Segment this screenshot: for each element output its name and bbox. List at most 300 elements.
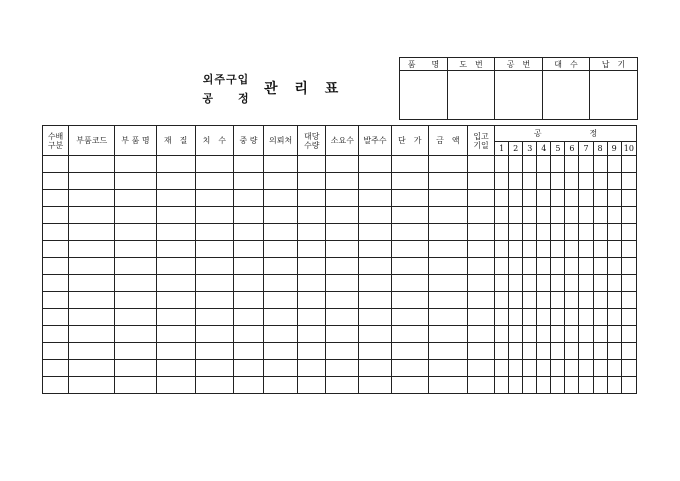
table-cell[interactable] <box>467 343 494 360</box>
table-cell[interactable] <box>326 173 359 190</box>
table-cell[interactable] <box>43 241 69 258</box>
table-cell[interactable] <box>537 360 551 377</box>
table-cell[interactable] <box>326 377 359 394</box>
table-cell[interactable] <box>495 207 509 224</box>
table-cell[interactable] <box>428 173 467 190</box>
table-cell[interactable] <box>621 241 636 258</box>
table-cell[interactable] <box>69 207 115 224</box>
table-cell[interactable] <box>233 360 263 377</box>
table-cell[interactable] <box>298 190 326 207</box>
table-cell[interactable] <box>115 309 156 326</box>
table-cell[interactable] <box>551 207 565 224</box>
table-cell[interactable] <box>523 258 537 275</box>
table-cell[interactable] <box>359 173 391 190</box>
table-cell[interactable] <box>43 258 69 275</box>
table-cell[interactable] <box>523 275 537 292</box>
table-cell[interactable] <box>621 173 636 190</box>
table-cell[interactable] <box>359 241 391 258</box>
table-cell[interactable] <box>298 309 326 326</box>
table-cell[interactable] <box>326 309 359 326</box>
table-cell[interactable] <box>156 156 195 173</box>
table-cell[interactable] <box>523 207 537 224</box>
table-cell[interactable] <box>326 275 359 292</box>
table-cell[interactable] <box>621 275 636 292</box>
table-cell[interactable] <box>579 190 593 207</box>
table-cell[interactable] <box>195 156 233 173</box>
table-cell[interactable] <box>115 326 156 343</box>
table-cell[interactable] <box>233 309 263 326</box>
table-cell[interactable] <box>579 173 593 190</box>
table-cell[interactable] <box>391 343 428 360</box>
table-cell[interactable] <box>391 360 428 377</box>
table-cell[interactable] <box>537 241 551 258</box>
table-cell[interactable] <box>428 190 467 207</box>
table-cell[interactable] <box>195 207 233 224</box>
table-cell[interactable] <box>156 309 195 326</box>
table-cell[interactable] <box>43 190 69 207</box>
table-cell[interactable] <box>537 258 551 275</box>
table-cell[interactable] <box>326 292 359 309</box>
table-cell[interactable] <box>467 241 494 258</box>
table-cell[interactable] <box>195 190 233 207</box>
table-cell[interactable] <box>428 207 467 224</box>
table-cell[interactable] <box>607 156 621 173</box>
table-cell[interactable] <box>359 275 391 292</box>
table-cell[interactable] <box>298 156 326 173</box>
table-cell[interactable] <box>579 292 593 309</box>
table-cell[interactable] <box>551 275 565 292</box>
table-cell[interactable] <box>607 241 621 258</box>
table-cell[interactable] <box>467 377 494 394</box>
table-cell[interactable] <box>593 190 607 207</box>
table-cell[interactable] <box>43 275 69 292</box>
table-cell[interactable] <box>579 326 593 343</box>
table-cell[interactable] <box>156 292 195 309</box>
table-cell[interactable] <box>509 275 523 292</box>
table-cell[interactable] <box>565 190 579 207</box>
table-cell[interactable] <box>607 377 621 394</box>
table-cell[interactable] <box>607 292 621 309</box>
table-cell[interactable] <box>537 190 551 207</box>
table-cell[interactable] <box>69 360 115 377</box>
table-cell[interactable] <box>621 224 636 241</box>
table-cell[interactable] <box>579 258 593 275</box>
table-cell[interactable] <box>523 377 537 394</box>
table-cell[interactable] <box>264 258 298 275</box>
table-cell[interactable] <box>428 360 467 377</box>
table-cell[interactable] <box>69 275 115 292</box>
table-cell[interactable] <box>565 173 579 190</box>
table-cell[interactable] <box>298 326 326 343</box>
table-cell[interactable] <box>509 343 523 360</box>
table-cell[interactable] <box>428 224 467 241</box>
table-cell[interactable] <box>565 360 579 377</box>
table-cell[interactable] <box>593 224 607 241</box>
table-cell[interactable] <box>359 292 391 309</box>
table-cell[interactable] <box>523 326 537 343</box>
table-cell[interactable] <box>593 343 607 360</box>
table-cell[interactable] <box>565 377 579 394</box>
table-cell[interactable] <box>565 343 579 360</box>
table-cell[interactable] <box>195 343 233 360</box>
table-cell[interactable] <box>391 326 428 343</box>
table-cell[interactable] <box>551 190 565 207</box>
table-cell[interactable] <box>467 292 494 309</box>
table-cell[interactable] <box>115 258 156 275</box>
table-cell[interactable] <box>69 377 115 394</box>
table-cell[interactable] <box>607 224 621 241</box>
table-cell[interactable] <box>495 224 509 241</box>
table-cell[interactable] <box>326 258 359 275</box>
table-cell[interactable] <box>233 224 263 241</box>
table-cell[interactable] <box>359 258 391 275</box>
table-cell[interactable] <box>233 343 263 360</box>
table-cell[interactable] <box>593 258 607 275</box>
table-cell[interactable] <box>359 190 391 207</box>
table-cell[interactable] <box>326 207 359 224</box>
table-cell[interactable] <box>156 326 195 343</box>
table-cell[interactable] <box>467 190 494 207</box>
table-cell[interactable] <box>264 309 298 326</box>
table-cell[interactable] <box>621 292 636 309</box>
table-cell[interactable] <box>391 190 428 207</box>
table-cell[interactable] <box>115 207 156 224</box>
table-cell[interactable] <box>593 377 607 394</box>
table-cell[interactable] <box>495 309 509 326</box>
table-cell[interactable] <box>195 258 233 275</box>
table-cell[interactable] <box>69 241 115 258</box>
table-cell[interactable] <box>156 224 195 241</box>
table-cell[interactable] <box>551 292 565 309</box>
table-cell[interactable] <box>69 343 115 360</box>
table-cell[interactable] <box>509 156 523 173</box>
table-cell[interactable] <box>537 326 551 343</box>
table-cell[interactable] <box>551 258 565 275</box>
table-cell[interactable] <box>391 224 428 241</box>
table-cell[interactable] <box>565 207 579 224</box>
table-cell[interactable] <box>115 156 156 173</box>
table-cell[interactable] <box>523 360 537 377</box>
table-cell[interactable] <box>428 377 467 394</box>
table-cell[interactable] <box>43 326 69 343</box>
table-cell[interactable] <box>565 326 579 343</box>
table-cell[interactable] <box>523 241 537 258</box>
table-cell[interactable] <box>115 173 156 190</box>
table-cell[interactable] <box>156 360 195 377</box>
table-cell[interactable] <box>326 190 359 207</box>
table-cell[interactable] <box>326 326 359 343</box>
table-cell[interactable] <box>621 190 636 207</box>
table-cell[interactable] <box>156 377 195 394</box>
table-cell[interactable] <box>115 292 156 309</box>
table-cell[interactable] <box>391 258 428 275</box>
table-cell[interactable] <box>495 241 509 258</box>
table-cell[interactable] <box>298 360 326 377</box>
table-cell[interactable] <box>551 224 565 241</box>
table-cell[interactable] <box>298 173 326 190</box>
table-cell[interactable] <box>428 326 467 343</box>
table-cell[interactable] <box>359 207 391 224</box>
table-cell[interactable] <box>537 156 551 173</box>
info-cell[interactable] <box>590 71 638 120</box>
table-cell[interactable] <box>264 173 298 190</box>
table-cell[interactable] <box>579 156 593 173</box>
table-cell[interactable] <box>467 156 494 173</box>
table-cell[interactable] <box>156 207 195 224</box>
table-cell[interactable] <box>607 343 621 360</box>
table-cell[interactable] <box>593 156 607 173</box>
table-cell[interactable] <box>579 343 593 360</box>
table-cell[interactable] <box>565 275 579 292</box>
table-cell[interactable] <box>326 224 359 241</box>
table-cell[interactable] <box>264 190 298 207</box>
table-cell[interactable] <box>391 207 428 224</box>
table-cell[interactable] <box>509 309 523 326</box>
table-cell[interactable] <box>593 326 607 343</box>
table-cell[interactable] <box>509 207 523 224</box>
table-cell[interactable] <box>509 258 523 275</box>
table-cell[interactable] <box>537 292 551 309</box>
table-cell[interactable] <box>195 292 233 309</box>
table-cell[interactable] <box>69 292 115 309</box>
table-cell[interactable] <box>495 173 509 190</box>
table-cell[interactable] <box>298 377 326 394</box>
table-cell[interactable] <box>359 326 391 343</box>
table-cell[interactable] <box>298 207 326 224</box>
table-cell[interactable] <box>495 156 509 173</box>
table-cell[interactable] <box>156 275 195 292</box>
table-cell[interactable] <box>523 309 537 326</box>
table-cell[interactable] <box>607 207 621 224</box>
table-cell[interactable] <box>621 156 636 173</box>
table-cell[interactable] <box>264 292 298 309</box>
table-cell[interactable] <box>593 173 607 190</box>
table-cell[interactable] <box>326 156 359 173</box>
table-cell[interactable] <box>467 258 494 275</box>
table-cell[interactable] <box>359 224 391 241</box>
table-cell[interactable] <box>233 207 263 224</box>
table-cell[interactable] <box>43 156 69 173</box>
table-cell[interactable] <box>195 275 233 292</box>
table-cell[interactable] <box>551 326 565 343</box>
table-cell[interactable] <box>115 224 156 241</box>
table-cell[interactable] <box>495 377 509 394</box>
table-cell[interactable] <box>195 224 233 241</box>
table-cell[interactable] <box>565 309 579 326</box>
table-cell[interactable] <box>509 241 523 258</box>
table-cell[interactable] <box>509 377 523 394</box>
table-cell[interactable] <box>621 258 636 275</box>
table-cell[interactable] <box>156 173 195 190</box>
table-cell[interactable] <box>621 207 636 224</box>
table-cell[interactable] <box>467 173 494 190</box>
table-cell[interactable] <box>264 377 298 394</box>
table-cell[interactable] <box>495 343 509 360</box>
table-cell[interactable] <box>43 224 69 241</box>
table-cell[interactable] <box>495 292 509 309</box>
table-cell[interactable] <box>579 377 593 394</box>
table-cell[interactable] <box>298 292 326 309</box>
table-cell[interactable] <box>195 241 233 258</box>
table-cell[interactable] <box>195 360 233 377</box>
table-cell[interactable] <box>115 360 156 377</box>
table-cell[interactable] <box>551 309 565 326</box>
table-cell[interactable] <box>551 360 565 377</box>
table-cell[interactable] <box>69 224 115 241</box>
table-cell[interactable] <box>523 173 537 190</box>
table-cell[interactable] <box>579 309 593 326</box>
table-cell[interactable] <box>579 207 593 224</box>
table-cell[interactable] <box>43 292 69 309</box>
table-cell[interactable] <box>43 173 69 190</box>
table-cell[interactable] <box>607 360 621 377</box>
table-cell[interactable] <box>69 156 115 173</box>
table-cell[interactable] <box>264 343 298 360</box>
table-cell[interactable] <box>579 275 593 292</box>
table-cell[interactable] <box>43 343 69 360</box>
table-cell[interactable] <box>233 258 263 275</box>
table-cell[interactable] <box>391 292 428 309</box>
table-cell[interactable] <box>69 190 115 207</box>
table-cell[interactable] <box>509 360 523 377</box>
table-cell[interactable] <box>115 275 156 292</box>
table-cell[interactable] <box>264 275 298 292</box>
table-cell[interactable] <box>233 275 263 292</box>
table-cell[interactable] <box>428 275 467 292</box>
table-cell[interactable] <box>593 309 607 326</box>
table-cell[interactable] <box>69 309 115 326</box>
table-cell[interactable] <box>69 326 115 343</box>
info-cell[interactable] <box>495 71 543 120</box>
table-cell[interactable] <box>607 258 621 275</box>
table-cell[interactable] <box>607 326 621 343</box>
table-cell[interactable] <box>264 241 298 258</box>
table-cell[interactable] <box>195 309 233 326</box>
table-cell[interactable] <box>43 377 69 394</box>
table-cell[interactable] <box>298 258 326 275</box>
table-cell[interactable] <box>565 292 579 309</box>
table-cell[interactable] <box>326 343 359 360</box>
table-cell[interactable] <box>428 343 467 360</box>
table-cell[interactable] <box>579 360 593 377</box>
table-cell[interactable] <box>69 258 115 275</box>
table-cell[interactable] <box>298 224 326 241</box>
table-cell[interactable] <box>565 241 579 258</box>
table-cell[interactable] <box>156 190 195 207</box>
table-cell[interactable] <box>391 241 428 258</box>
table-cell[interactable] <box>428 156 467 173</box>
table-cell[interactable] <box>233 377 263 394</box>
table-cell[interactable] <box>391 173 428 190</box>
table-cell[interactable] <box>551 377 565 394</box>
table-cell[interactable] <box>326 360 359 377</box>
table-cell[interactable] <box>195 173 233 190</box>
table-cell[interactable] <box>621 309 636 326</box>
table-cell[interactable] <box>607 190 621 207</box>
table-cell[interactable] <box>537 343 551 360</box>
table-cell[interactable] <box>565 156 579 173</box>
table-cell[interactable] <box>537 275 551 292</box>
table-cell[interactable] <box>359 309 391 326</box>
table-cell[interactable] <box>509 326 523 343</box>
table-cell[interactable] <box>621 360 636 377</box>
table-cell[interactable] <box>509 173 523 190</box>
table-cell[interactable] <box>298 343 326 360</box>
table-cell[interactable] <box>115 190 156 207</box>
table-cell[interactable] <box>264 326 298 343</box>
info-cell[interactable] <box>400 71 448 120</box>
table-cell[interactable] <box>391 275 428 292</box>
table-cell[interactable] <box>495 326 509 343</box>
table-cell[interactable] <box>551 173 565 190</box>
table-cell[interactable] <box>467 360 494 377</box>
table-cell[interactable] <box>264 224 298 241</box>
table-cell[interactable] <box>69 173 115 190</box>
table-cell[interactable] <box>115 343 156 360</box>
table-cell[interactable] <box>593 207 607 224</box>
table-cell[interactable] <box>593 275 607 292</box>
table-cell[interactable] <box>195 377 233 394</box>
table-cell[interactable] <box>115 377 156 394</box>
table-cell[interactable] <box>298 275 326 292</box>
table-cell[interactable] <box>593 292 607 309</box>
table-cell[interactable] <box>607 309 621 326</box>
table-cell[interactable] <box>428 241 467 258</box>
table-cell[interactable] <box>495 275 509 292</box>
table-cell[interactable] <box>621 326 636 343</box>
table-cell[interactable] <box>233 190 263 207</box>
table-cell[interactable] <box>579 241 593 258</box>
table-cell[interactable] <box>233 326 263 343</box>
table-cell[interactable] <box>43 207 69 224</box>
table-cell[interactable] <box>467 275 494 292</box>
table-cell[interactable] <box>607 173 621 190</box>
table-cell[interactable] <box>509 224 523 241</box>
table-cell[interactable] <box>298 241 326 258</box>
table-cell[interactable] <box>537 309 551 326</box>
table-cell[interactable] <box>565 224 579 241</box>
table-cell[interactable] <box>233 241 263 258</box>
table-cell[interactable] <box>156 241 195 258</box>
table-cell[interactable] <box>593 241 607 258</box>
table-cell[interactable] <box>195 326 233 343</box>
table-cell[interactable] <box>467 309 494 326</box>
table-cell[interactable] <box>495 258 509 275</box>
table-cell[interactable] <box>467 224 494 241</box>
table-cell[interactable] <box>156 343 195 360</box>
table-cell[interactable] <box>579 224 593 241</box>
table-cell[interactable] <box>467 326 494 343</box>
table-cell[interactable] <box>537 207 551 224</box>
table-cell[interactable] <box>537 173 551 190</box>
table-cell[interactable] <box>428 258 467 275</box>
table-cell[interactable] <box>565 258 579 275</box>
info-cell[interactable] <box>543 71 590 120</box>
info-cell[interactable] <box>448 71 495 120</box>
table-cell[interactable] <box>551 343 565 360</box>
table-cell[interactable] <box>359 377 391 394</box>
table-cell[interactable] <box>551 241 565 258</box>
table-cell[interactable] <box>537 377 551 394</box>
table-cell[interactable] <box>621 377 636 394</box>
table-cell[interactable] <box>523 224 537 241</box>
table-cell[interactable] <box>607 275 621 292</box>
table-cell[interactable] <box>43 360 69 377</box>
table-cell[interactable] <box>115 241 156 258</box>
table-cell[interactable] <box>391 377 428 394</box>
table-cell[interactable] <box>391 156 428 173</box>
table-cell[interactable] <box>523 156 537 173</box>
